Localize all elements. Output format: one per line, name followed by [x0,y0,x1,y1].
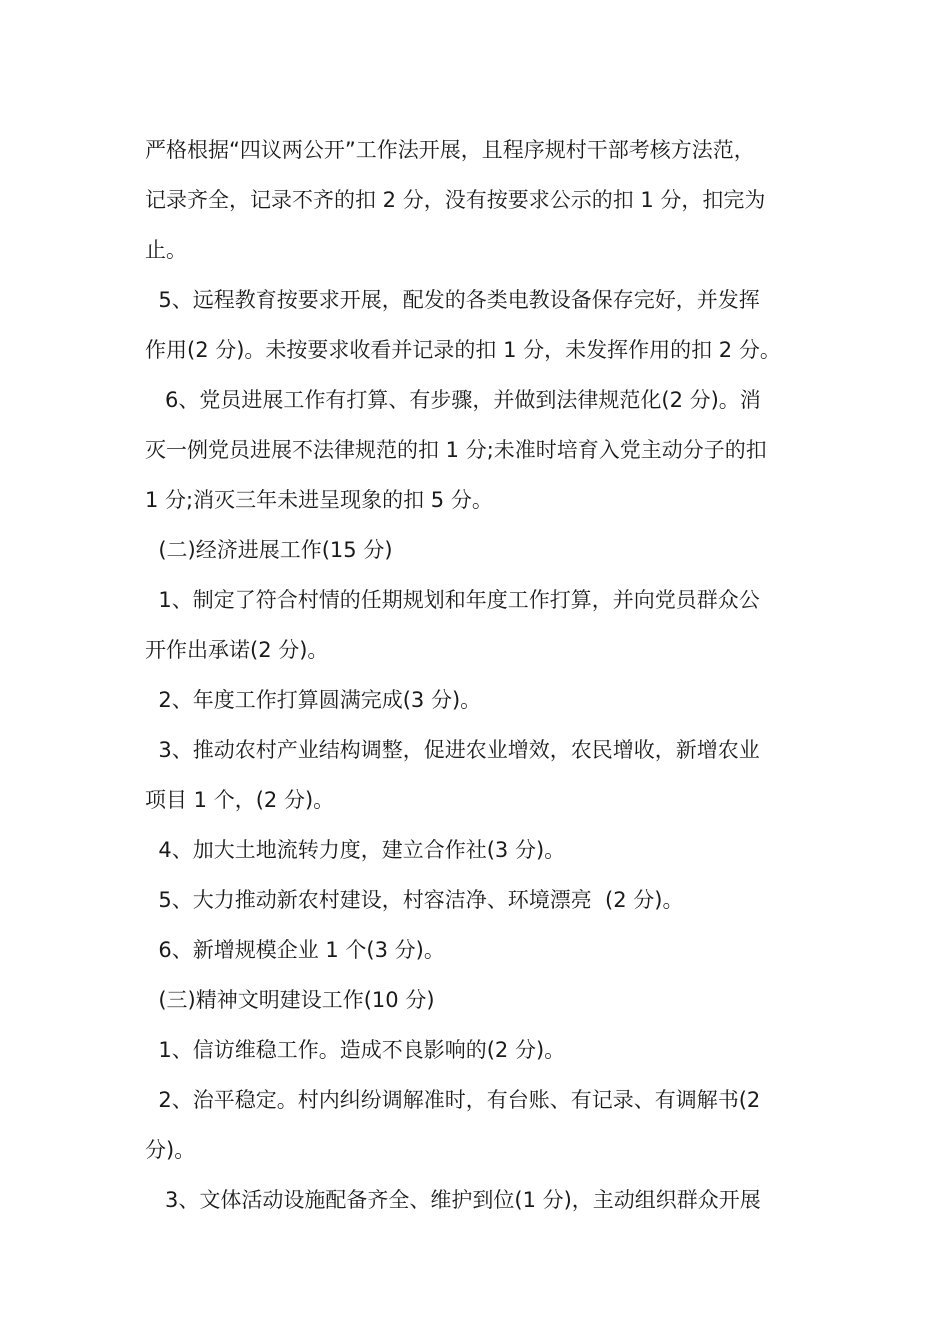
text-line: 3、文体活动设施配备齐全、维护到位(1 分)，主动组织群众开展 [145,1188,761,1212]
text-line: 分)。 [145,1138,196,1162]
text-line: 1 分;消灭三年未进呈现象的扣 5 分。 [145,488,493,512]
text-line: 5、大力推动新农村建设，村容洁净、环境漂亮 (2 分)。 [145,888,684,912]
text-line: 4、加大土地流转力度，建立合作社(3 分)。 [145,838,566,862]
text-line: 灭一例党员进展不法律规范的扣 1 分;未准时培育入党主动分子的扣 [145,438,767,462]
text-line: 6、党员进展工作有打算、有步骤，并做到法律规范化(2 分)。消 [145,388,761,412]
text-line: 1、制定了符合村情的任期规划和年度工作打算，并向党员群众公 [145,588,760,612]
text-line: 6、新增规模企业 1 个(3 分)。 [145,938,445,962]
section-heading: (三)精神文明建设工作(10 分) [145,988,435,1012]
text-line: 严格根据“四议两公开”工作法开展，且程序规村干部考核方法范， [145,138,755,162]
text-line: 作用(2 分)。未按要求收看并记录的扣 1 分，未发挥作用的扣 2 分。 [145,338,781,362]
section-heading: (二)经济进展工作(15 分) [145,538,393,562]
text-line: 止。 [145,238,187,262]
text-line: 2、年度工作打算圆满完成(3 分)。 [145,688,482,712]
text-line: 1、信访维稳工作。造成不良影响的(2 分)。 [145,1038,566,1062]
text-line: 开作出承诺(2 分)。 [145,638,329,662]
text-line: 5、远程教育按要求开展，配发的各类电教设备保存完好，并发挥 [145,288,760,312]
text-line: 3、推动农村产业结构调整，促进农业增效，农民增收，新增农业 [145,738,760,762]
text-line: 记录齐全，记录不齐的扣 2 分，没有按要求公示的扣 1 分，扣完为 [145,188,766,212]
text-line: 2、治平稳定。村内纠纷调解准时，有台账、有记录、有调解书(2 [145,1088,761,1112]
text-line: 项目 1 个，(2 分)。 [145,788,335,812]
